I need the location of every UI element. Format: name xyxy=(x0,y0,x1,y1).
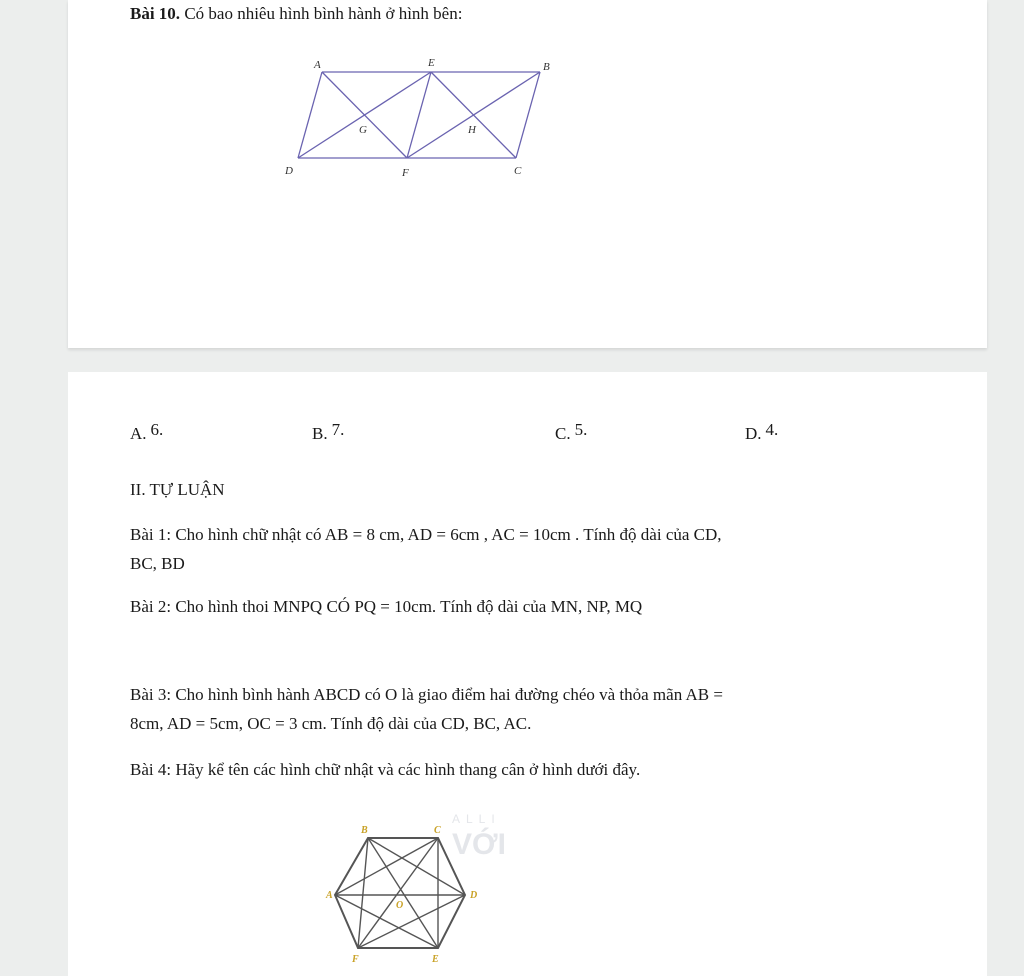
option-b-value: 7. xyxy=(331,420,345,439)
question-10-text: Có bao nhiêu hình bình hành ở hình bên: xyxy=(184,4,463,23)
exercise-1-line-1: Bài 1: Cho hình chữ nhật có AB = 8 cm, AD = 6cm , AC = 10cm . Tính độ dài của CD, xyxy=(130,525,722,544)
option-a-value: 6. xyxy=(150,420,164,439)
exercise-3-line-1: Bài 3: Cho hình bình hành ABCD có O là giao điểm hai đường chéo và thỏa mãn AB = xyxy=(130,685,723,704)
question-10-heading xyxy=(130,4,462,24)
label-C: C xyxy=(514,165,522,177)
exercise-4-line-1: Bài 4: Hãy kể tên các hình chữ nhật và các hình thang cân ở hình dưới đây. xyxy=(130,760,641,779)
exercise-4 xyxy=(130,755,890,784)
section-title: II. TỰ LUẬN xyxy=(130,480,225,499)
label-G: G xyxy=(359,124,367,136)
exercise-2-line-1: Bài 2: Cho hình thoi MNPQ CÓ PQ = 10cm. Tính độ dài của MN, NP, MQ xyxy=(130,597,643,616)
exercise-1 xyxy=(130,520,890,578)
hex-label-O: O xyxy=(396,900,404,911)
label-B: B xyxy=(543,61,550,73)
option-b-letter: B. xyxy=(312,424,328,443)
hex-label-F: F xyxy=(352,954,359,965)
watermark-line-2: VỚI xyxy=(452,828,506,861)
watermark-line-1: ALLI xyxy=(452,812,501,826)
option-d xyxy=(745,420,779,444)
question-10-number: Bài 10. xyxy=(130,4,181,23)
exercise-3 xyxy=(130,680,890,738)
hex-label-B: B xyxy=(361,825,368,836)
segment-CF xyxy=(358,838,438,948)
label-A: A xyxy=(314,59,321,71)
hexagon-outline xyxy=(335,838,465,948)
hex-label-C: C xyxy=(434,825,441,836)
option-c xyxy=(555,420,588,444)
option-c-letter: C. xyxy=(555,424,571,443)
segment-DF xyxy=(358,895,465,948)
option-d-value: 4. xyxy=(765,420,779,439)
parallelogram-figure xyxy=(270,50,570,190)
hex-label-A: A xyxy=(326,890,333,901)
option-d-letter: D. xyxy=(745,424,762,443)
hex-label-D: D xyxy=(470,890,478,901)
question-card-bottom xyxy=(68,372,987,976)
option-b xyxy=(312,420,345,444)
option-a-letter: A. xyxy=(130,424,147,443)
option-c-value: 5. xyxy=(574,420,588,439)
segment-AE xyxy=(335,895,438,948)
label-E: E xyxy=(428,57,435,69)
exercise-3-line-2: 8cm, AD = 5cm, OC = 3 cm. Tính độ dài của CD, BC, AC. xyxy=(130,714,532,733)
segment-BE xyxy=(368,838,438,948)
label-F: F xyxy=(402,167,409,179)
label-H: H xyxy=(468,124,476,136)
label-D: D xyxy=(285,165,293,177)
exercise-1-line-2: BC, BD xyxy=(130,554,185,573)
exercise-2 xyxy=(130,592,890,621)
option-a xyxy=(130,420,164,444)
hexagon-figure xyxy=(320,818,490,968)
hex-label-E: E xyxy=(432,954,439,965)
